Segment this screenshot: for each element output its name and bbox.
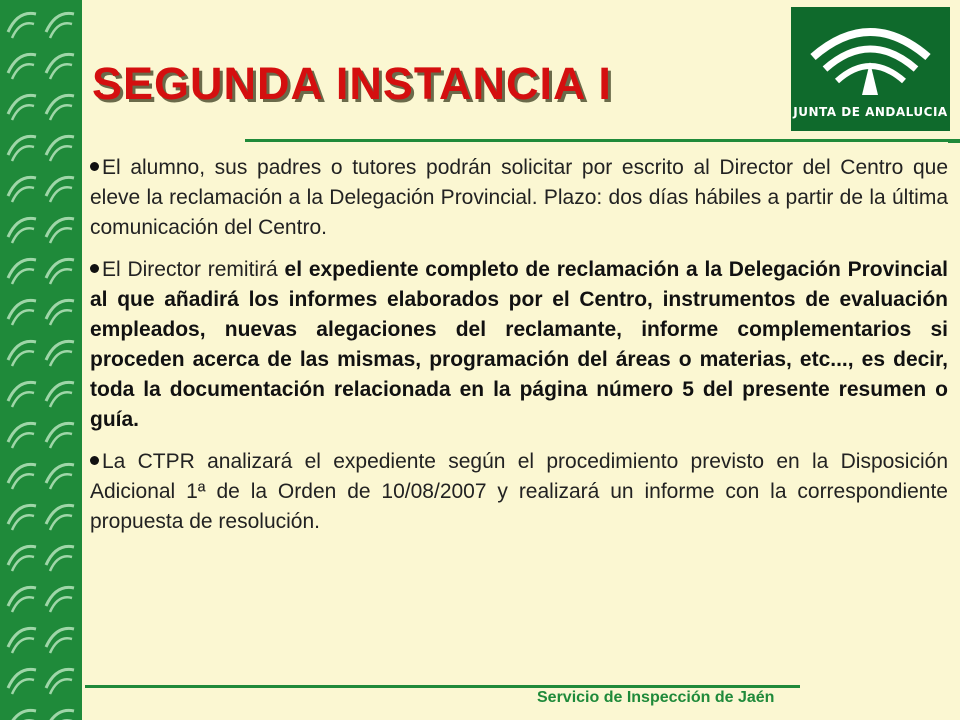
leaf-motif-icon — [8, 587, 36, 612]
leaf-motif-icon — [46, 54, 74, 79]
leaf-motif-icon — [46, 259, 74, 284]
logo-label: JUNTA DE ANDALUCIA — [793, 105, 948, 119]
decorative-side-strip — [0, 0, 82, 720]
leaf-motif-icon — [46, 382, 74, 407]
leaf-motif-icon — [46, 177, 74, 202]
leaf-motif-icon — [8, 669, 36, 694]
leaf-motif-icon — [46, 710, 74, 720]
footer-rule — [85, 685, 800, 688]
slide-content — [90, 153, 948, 549]
leaf-motif-icon — [8, 218, 36, 243]
leaf-motif-icon — [8, 177, 36, 202]
leaf-motif-icon — [8, 54, 36, 79]
junta-de-andalucia-logo — [791, 7, 950, 131]
leaf-motif-icon — [8, 505, 36, 530]
footer-text: Servicio de Inspección de Jaén — [537, 689, 775, 706]
leaf-motif-icon — [46, 300, 74, 325]
leaf-motif-icon — [46, 95, 74, 120]
title-separator-visible — [245, 139, 960, 142]
leaf-motif-icon — [8, 546, 36, 571]
leaf-motif-icon — [46, 341, 74, 366]
bullet-1-text: El alumno, sus padres o tutores podrán solicitar por escrito al Director del Centro que eleve la reclamación a la Delegación Provincial. Plazo: dos días hábiles a partir de la última comunicación del Centro. — [90, 156, 948, 239]
leaf-motif-icon — [46, 136, 74, 161]
leaf-motif-icon — [46, 587, 74, 612]
leaf-motif-icon — [46, 546, 74, 571]
bullet-dot-icon — [90, 264, 99, 273]
leaf-motif-icon — [8, 710, 36, 720]
bullet-3 — [90, 447, 948, 537]
leaf-motif-icon — [46, 423, 74, 448]
leaf-motif-icon — [46, 13, 74, 38]
leaf-motif-icon — [46, 628, 74, 653]
bullet-dot-icon — [90, 162, 99, 171]
leaf-motif-icon — [8, 464, 36, 489]
leaf-motif-icon — [8, 136, 36, 161]
bullet-1 — [90, 153, 948, 243]
leaf-motif-icon — [46, 669, 74, 694]
leaf-motif-icon — [8, 423, 36, 448]
bullet-2 — [90, 255, 948, 435]
leaf-motif-icon — [8, 341, 36, 366]
bullet-2-prefix: El Director remitirá — [102, 258, 285, 281]
leaf-motif-icon — [8, 300, 36, 325]
slide-title: SEGUNDA INSTANCIA I — [92, 58, 612, 109]
leaf-motif-icon — [8, 13, 36, 38]
leaf-motif-icon — [8, 628, 36, 653]
leaf-motif-icon — [46, 464, 74, 489]
leaf-motif-icon — [46, 505, 74, 530]
leaf-motif-icon — [46, 218, 74, 243]
bullet-3-text: La CTPR analizará el expediente según el procedimiento previsto en la Disposición Adicional 1ª de la Orden de 10/08/2007 y realizará un informe con la correspondiente propuesta de resolución. — [90, 450, 948, 533]
leaf-motif-icon — [8, 95, 36, 120]
leaf-motif-icon — [8, 382, 36, 407]
leaf-motif-icon — [8, 259, 36, 284]
leaf-pattern-icon — [0, 0, 82, 720]
bullet-2-bold: el expediente completo de reclamación a la Delegación Provincial al que añadirá los informes elaborados por el Centro, instrumentos de evaluación empleados, nuevas alegaciones del reclamante, informe complementarios si proceden acerca de las mismas, programación del áreas o materias, etc..., es decir, toda la documentación relacionada en la página número 5 del presente resumen o guía. — [90, 258, 948, 431]
bullet-dot-icon — [90, 456, 99, 465]
